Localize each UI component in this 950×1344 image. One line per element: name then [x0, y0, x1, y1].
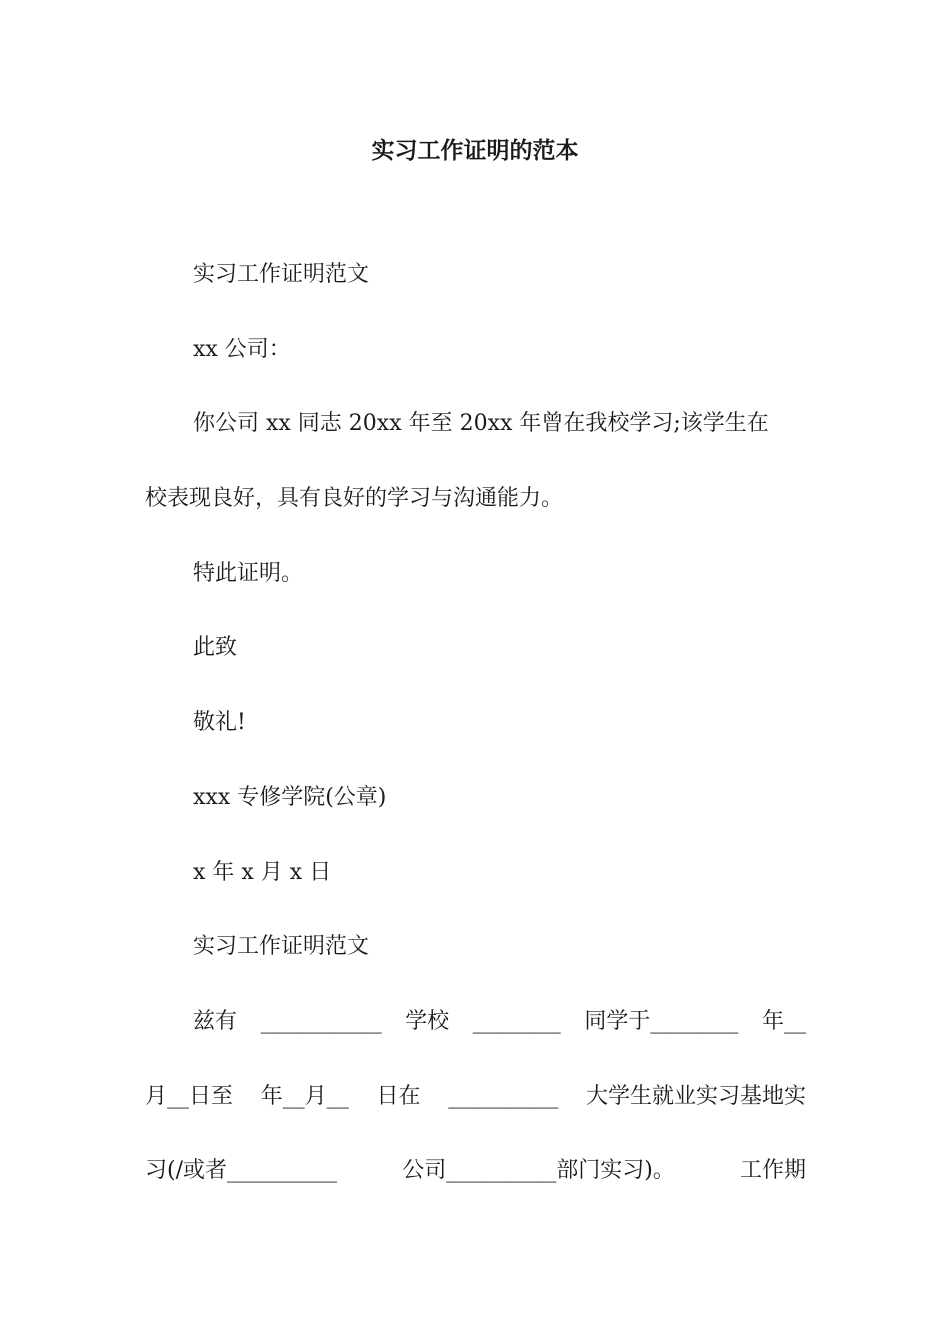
form-text: 同学于________: [584, 1009, 739, 1034]
form-text: 学校: [405, 1009, 450, 1034]
form-line-1: [193, 1004, 806, 1040]
form-text: 兹有: [193, 1009, 238, 1034]
blank-student: ________: [472, 1009, 561, 1034]
form-line-2: [145, 1079, 806, 1115]
salutation: xx 公司：: [193, 337, 291, 362]
regards-line-2: 敬礼!: [193, 710, 246, 735]
section-heading-1: 实习工作证明范文: [193, 262, 370, 287]
form-text: 公司__________部门实习)。: [402, 1158, 675, 1183]
form-text: 年__月__: [260, 1084, 349, 1109]
blank-school: ___________: [260, 1009, 382, 1034]
form-text: 年__: [761, 1009, 806, 1034]
signature-line: xxx 专修学院(公章): [193, 785, 387, 810]
form-text: 习(/或者__________: [145, 1158, 337, 1183]
document-title: 实习工作证明的范本: [371, 137, 579, 164]
form-text: 大学生就业实习基地实: [585, 1084, 806, 1109]
body-line-2: 校表现良好，具有良好的学习与沟通能力。: [145, 486, 564, 511]
form-text: 工作期: [739, 1158, 806, 1183]
regards-line-1: 此致: [193, 635, 238, 660]
closing-text: 特此证明。: [193, 561, 304, 586]
form-text: 日在: [376, 1084, 421, 1109]
body-line-1: 你公司 xx 同志 20xx 年至 20xx 年曾在我校学习;该学生在: [193, 411, 769, 436]
form-line-3: [145, 1153, 806, 1189]
blank-base: __________: [448, 1084, 559, 1109]
form-text: 月__日至: [145, 1084, 234, 1109]
section-heading-2: 实习工作证明范文: [193, 934, 370, 959]
date-line: x 年 x 月 x 日: [193, 860, 332, 885]
